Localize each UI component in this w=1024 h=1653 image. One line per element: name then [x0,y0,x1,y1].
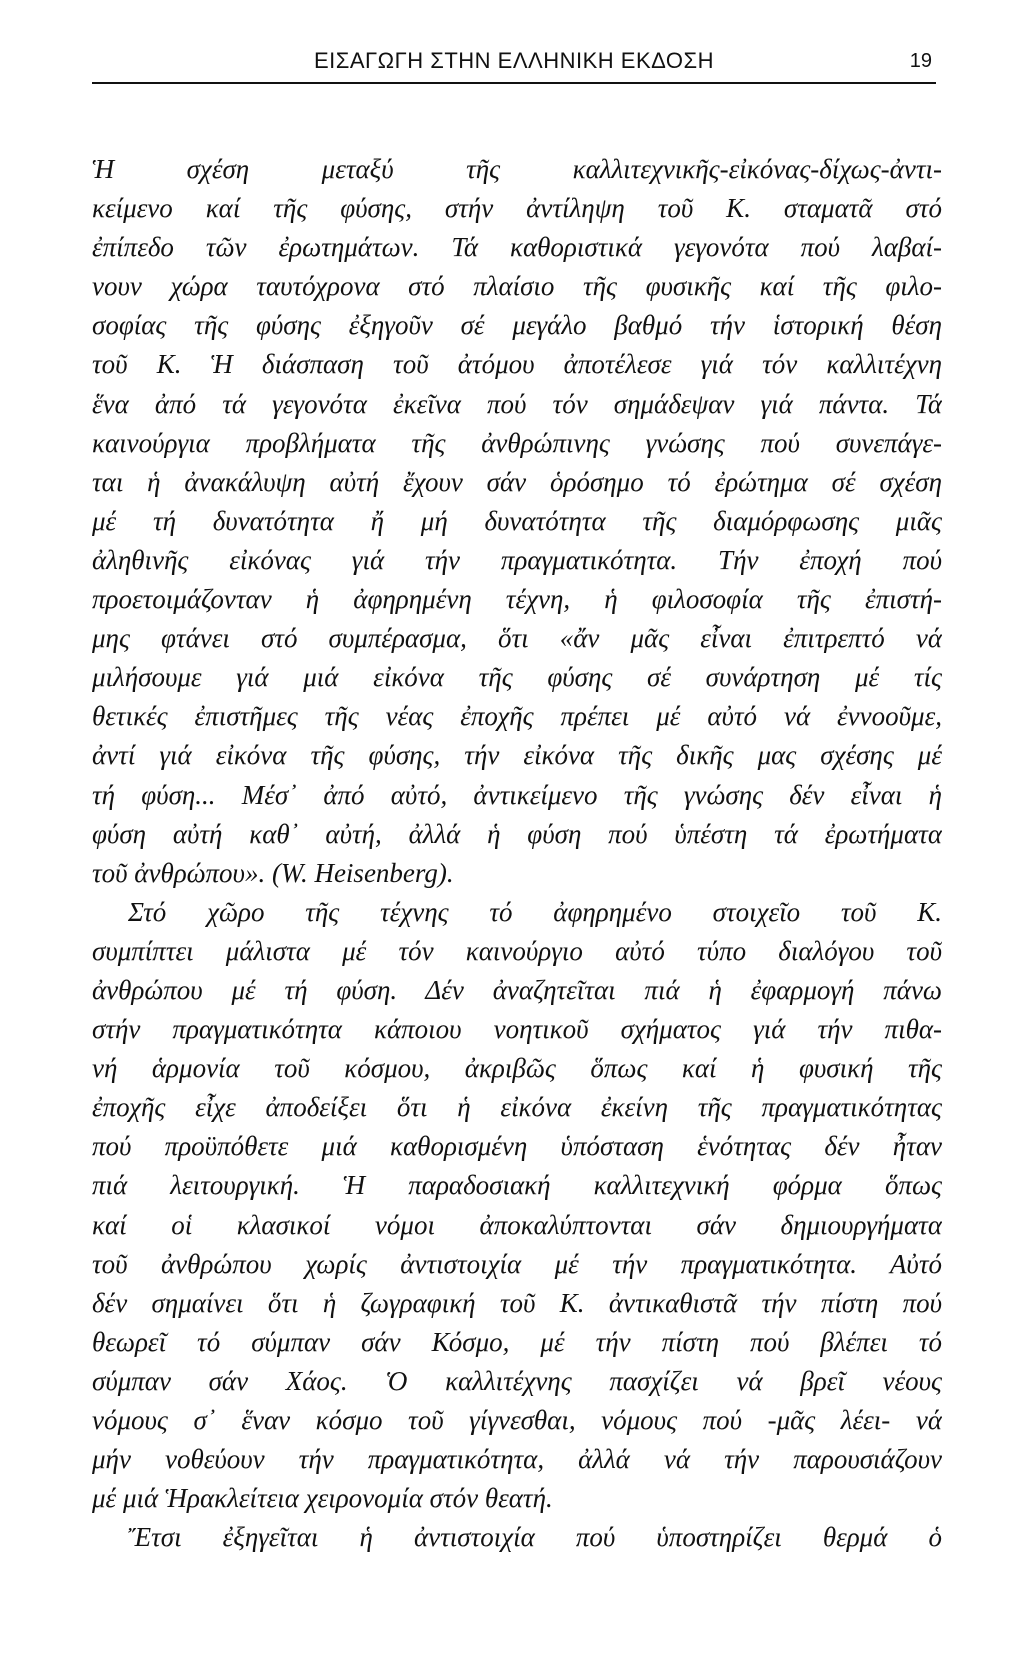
text-line: πιά λειτουργική. Ἡ παραδοσιακή καλλιτεχνική φόρμα ὅπως [92,1170,942,1201]
text-line: ἐπίπεδο τῶν ἐρωτημάτων. Τά καθοριστικά γεγονότα πού λαβαί- [92,232,942,263]
text-line: θεωρεῖ τό σύμπαν σάν Κόσμο, μέ τήν πίστη πού βλέπει τό [92,1326,942,1357]
page-number: 19 [909,50,932,72]
text-line: ἀντί γιά εἰκόνα τῆς φύσης, τήν εἰκόνα τῆς δικῆς μας σχέσης μέ [92,740,942,771]
running-title: ΕΙΣΑΓΩΓΗ ΣΤΗΝ ΕΛΛΗΝΙΚΗ ΕΚΔΟΣΗ [314,48,714,73]
text-line: προετοιμάζονταν ἡ ἀφηρημένη τέχνη, ἡ φιλοσοφία τῆς ἐπιστή- [92,584,942,615]
text-line: Ἡ σχέση μεταξύ τῆς καλλιτεχνικῆς-εἰκόνας-δίχως-ἀντι- [92,154,942,184]
text-line: συμπίπτει μάλιστα μέ τόν καινούργιο αὐτό τύπο διαλόγου τοῦ [92,935,942,966]
text-line: τή φύση... Μέσ᾿ ἀπό αὐτό, ἀντικείμενο τῆς γνώσης δέν εἶναι ἡ [92,779,942,810]
paragraph-3 [92,1518,942,1557]
text-line: τοῦ Κ. Ἡ διάσπαση τοῦ ἀτόμου ἀποτέλεσε γιά τόν καλλιτέχνη [92,349,942,380]
text-line: σύμπαν σάν Χάος. Ὁ καλλιτέχνης πασχίζει νά βρεῖ νέους [92,1365,942,1396]
text-line: ἐποχῆς εἶχε ἀποδείξει ὅτι ἡ εἰκόνα ἐκείνη τῆς πραγματικότητας [92,1092,942,1123]
text-line: τοῦ ἀνθρώπου χωρίς ἀντιστοιχία μέ τήν πραγματικότητα. Αὐτό [92,1248,942,1279]
text-line: πού προϋπόθετε μιά καθορισμένη ὑπόσταση ἑνότητας δέν ἦταν [92,1131,942,1162]
text-line: τοῦ ἀνθρώπου». (W. Heisenberg). [92,857,454,888]
text-line: ται ἡ ἀνακάλυψη αὐτή ἔχουν σάν ὁρόσημο τό ἐρώτημα σέ σχέση [92,466,942,497]
paragraph-1 [92,150,942,893]
text-line: καινούργια προβλήματα τῆς ἀνθρώπινης γνώσης πού συνεπάγε- [92,427,942,458]
text-line: μέ τή δυνατότητα ἤ μή δυνατότητα τῆς διαμόρφωσης μιᾶς [92,505,942,536]
text-line: μης φτάνει στό συμπέρασμα, ὅτι «ἄν μᾶς εἶναι ἐπιτρεπτό νά [92,623,942,654]
text-line: σοφίας τῆς φύσης ἐξηγοῦν σέ μεγάλο βαθμό τήν ἱστορική θέση [92,310,942,341]
text-line: μιλήσουμε γιά μιά εἰκόνα τῆς φύσης σέ συνάρτηση μέ τίς [92,662,942,693]
text-line: θετικές ἐπιστῆμες τῆς νέας ἐποχῆς πρέπει μέ αὐτό νά ἐννοοῦμε, [92,701,942,732]
text-line: νή ἁρμονία τοῦ κόσμου, ἀκριβῶς ὅπως καί ἡ φυσική τῆς [92,1053,942,1084]
text-line: φύση αὐτή καθ᾿ αὐτή, ἀλλά ἡ φύση πού ὑπέστη τά ἐρωτήματα [92,818,942,849]
text-line: μέ μιά Ἡρακλείτεια χειρονομία στόν θεατή. [92,1483,553,1514]
text-line: νόμους σ᾿ ἕναν κόσμο τοῦ γίγνεσθαι, νόμους πού -μᾶς λέει- νά [92,1405,942,1435]
text-line: ἕνα ἀπό τά γεγονότα ἐκεῖνα πού τόν σημάδεψαν γιά πάντα. Τά [92,388,942,419]
text-line: ἀληθινῆς εἰκόνας γιά τήν πραγματικότητα. Τήν ἐποχή πού [92,544,942,575]
text-line: Ἔτσι ἐξηγεῖται ἡ ἀντιστοιχία πού ὑποστηρίζει θερμά ὁ [128,1522,942,1553]
running-header [92,42,936,84]
text-line: Στό χῶρο τῆς τέχνης τό ἀφηρημένο στοιχεῖο τοῦ Κ. [128,896,942,927]
text-line: καί οἱ κλασικοί νόμοι ἀποκαλύπτονται σάν δημιουργήματα [92,1209,942,1240]
text-line: ἀνθρώπου μέ τή φύση. Δέν ἀναζητεῖται πιά ἡ ἐφαρμογή πάνω [92,974,942,1005]
text-line: μήν νοθεύουν τήν πραγματικότητα, ἀλλά νά τήν παρουσιάζουν [92,1444,942,1475]
text-line: στήν πραγματικότητα κάποιου νοητικοῦ σχήματος γιά τήν πιθα- [92,1014,942,1045]
paragraph-2 [92,893,942,1519]
text-line: νουν χώρα ταυτόχρονα στό πλαίσιο τῆς φυσικῆς καί τῆς φιλο- [92,271,942,302]
text-line: δέν σημαίνει ὅτι ἡ ζωγραφική τοῦ Κ. ἀντικαθιστᾶ τήν πίστη πού [92,1287,942,1318]
text-line: κείμενο καί τῆς φύσης, στήν ἀντίληψη τοῦ Κ. σταματᾶ στό [92,193,942,224]
body-text [92,150,942,1557]
